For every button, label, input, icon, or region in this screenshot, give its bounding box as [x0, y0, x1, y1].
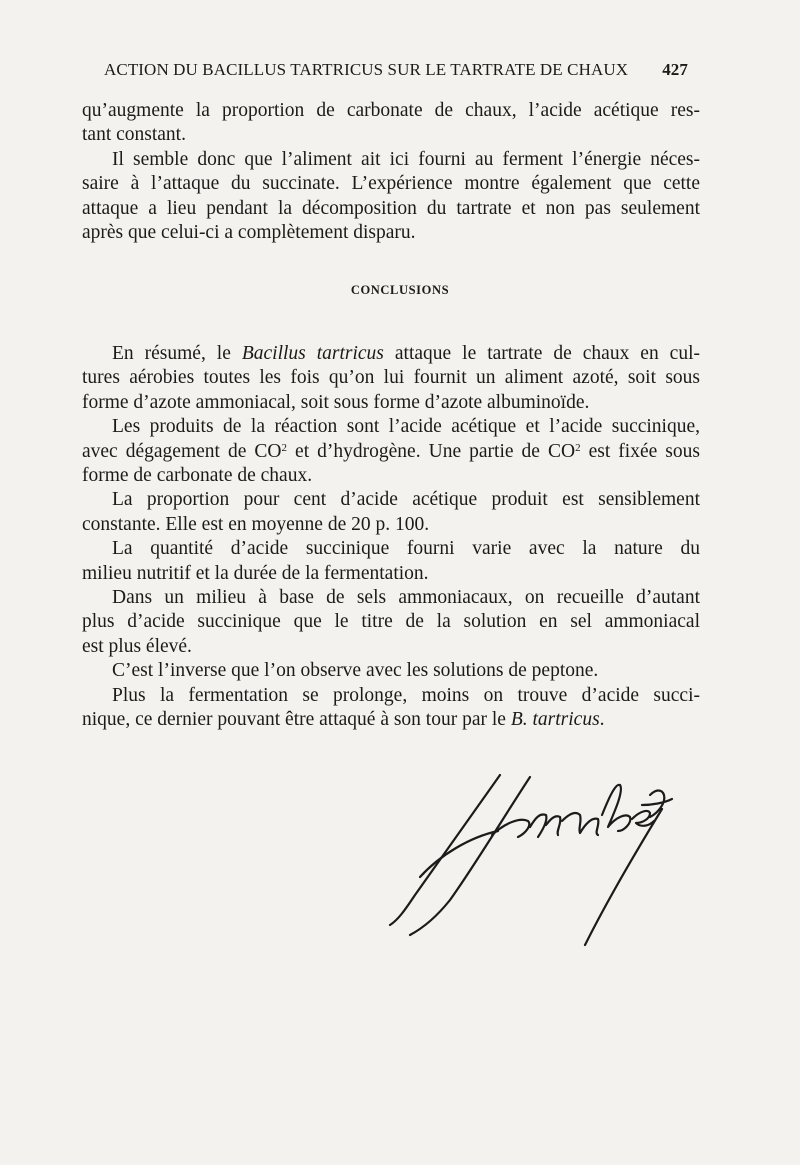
text-line: forme de carbonate de chaux.	[82, 465, 313, 487]
paragraph	[82, 659, 700, 683]
running-title: ACTION DU BACILLUS TARTRICUS SUR LE TARTRATE DE CHAUX	[104, 60, 629, 79]
conclusions-text	[82, 342, 700, 733]
text-line	[82, 708, 700, 732]
paragraph	[82, 342, 700, 415]
text-line: tant constant.	[82, 124, 186, 146]
text-line: C’est l’inverse que l’on observe avec les solutions de peptone.	[112, 660, 599, 682]
text-line: saire à l’attaque du succinate. L’expérience montre également que cette	[82, 173, 700, 195]
text-line: La proportion pour cent d’acide acétique produit est sensiblement	[112, 489, 700, 511]
text-line: constante. Elle est en moyenne de 20 p. 100.	[82, 513, 430, 535]
paragraph	[82, 148, 700, 246]
paragraph	[82, 537, 700, 586]
text-run: est fixée sous	[580, 440, 700, 462]
text-run: En résumé, le	[112, 343, 242, 364]
text-line: après que celui-ci a complètement disparu.	[82, 222, 416, 244]
text-run: nique, ce dernier pouvant être attaqué à son tour par le	[82, 709, 511, 731]
text-line: milieu nutritif et la durée de la fermentation.	[82, 562, 429, 584]
paragraph	[82, 586, 700, 659]
text-line: Plus la fermentation se prolonge, moins on trouve d’acide succi-	[112, 684, 700, 706]
running-header	[104, 60, 688, 80]
text-run: .	[599, 709, 605, 731]
paragraph	[82, 415, 700, 488]
text-run: attaque le tartrate de chaux en cul-	[383, 343, 700, 364]
text-line	[82, 342, 700, 366]
text-run: avec dégagement de CO	[82, 440, 282, 462]
text-line: attaque a lieu pendant la décomposition du tartrate et non pas seulement	[82, 197, 700, 219]
species-name: Bacillus tartricus	[241, 343, 384, 364]
text-line: est plus élevé.	[82, 635, 192, 657]
page-number: 427	[662, 60, 688, 79]
text-line: La quantité d’acide succinique fourni varie avec la nature du	[112, 538, 700, 560]
intro-text	[82, 99, 700, 245]
text-line: tures aérobies toutes les fois qu’on lui fournit un aliment azoté, soit sous	[82, 367, 700, 389]
text-line: forme d’azote ammoniacal, soit sous forme d’azote albuminoïde.	[82, 391, 590, 413]
paragraph	[82, 488, 700, 537]
text-line: Les produits de la réaction sont l’acide acétique et l’acide succinique,	[112, 416, 700, 438]
superscript: 2	[575, 441, 581, 454]
text-line: qu’augmente la proportion de carbonate de chaux, l’acide acétique res-	[82, 100, 700, 121]
paragraph	[82, 684, 700, 733]
species-name: B. tartricus	[510, 709, 600, 731]
section-heading: CONCLUSIONS	[350, 283, 450, 297]
text-run: et d’hydrogène. Une partie de CO	[287, 440, 576, 462]
superscript: 2	[281, 441, 288, 454]
handwritten-signature	[380, 765, 680, 955]
text-line: Dans un milieu à base de sels ammoniacaux, on recueille d’autant	[112, 587, 700, 609]
text-line: Il semble donc que l’aliment ait ici fourni au ferment l’énergie néces-	[112, 148, 700, 170]
paragraph	[82, 99, 700, 148]
text-line	[82, 440, 700, 464]
text-line: plus d’acide succinique que le titre de la solution en sel ammoniacal	[82, 611, 700, 633]
